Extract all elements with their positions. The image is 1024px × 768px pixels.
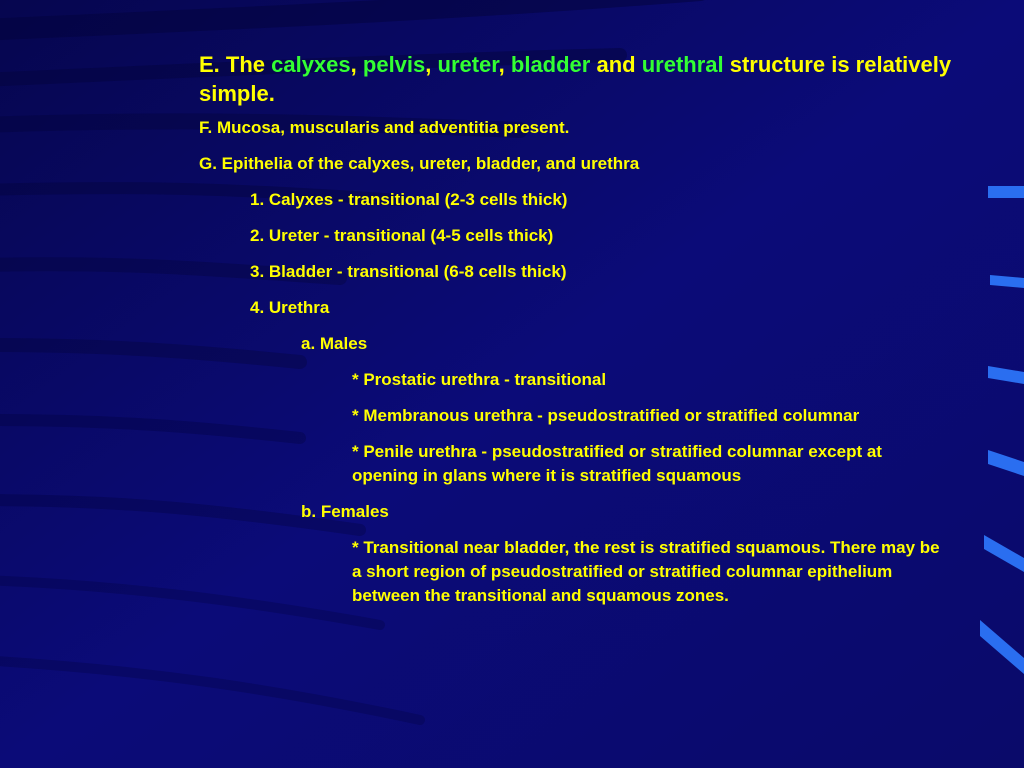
subpoint-males: a. Males (301, 334, 368, 353)
heading-prefix: E. The (199, 52, 272, 77)
term-pelvis: pelvis (362, 52, 426, 77)
heading-separator: , (425, 52, 438, 77)
bullet-female-detail: * Transitional near bladder, the rest is stratified squamous. There may be a short region of pseudostratified or stratified columnar epithelium between the transitional and squamous zones. (352, 538, 940, 605)
point-g1-calyxes: 1. Calyxes - transitional (2-3 cells thick) (250, 190, 568, 209)
heading-separator: , (498, 52, 511, 77)
heading-suffix: structure is relatively simple. (199, 52, 952, 106)
point-f: F. Mucosa, muscularis and adventitia present. (199, 118, 570, 137)
point-g: G. Epithelia of the calyxes, ureter, bladder, and urethra (199, 154, 640, 173)
term-ureter: ureter (437, 52, 499, 77)
slide-heading (199, 50, 969, 108)
bullet-penile: * Penile urethra - pseudostratified or stratified columnar except at opening in glans where it is stratified squamous (352, 442, 882, 485)
bullet-prostatic: * Prostatic urethra - transitional (352, 370, 607, 389)
term-urethral: urethral (641, 52, 724, 77)
point-g4-urethra: 4. Urethra (250, 298, 330, 317)
term-bladder: bladder (510, 52, 591, 77)
term-calyxes: calyxes (271, 52, 351, 77)
heading-conjunction: and (590, 52, 642, 77)
bullet-membranous: * Membranous urethra - pseudostratified or stratified columnar (352, 406, 860, 425)
heading-separator: , (350, 52, 363, 77)
point-g2-ureter: 2. Ureter - transitional (4-5 cells thick) (250, 226, 554, 245)
point-g3-bladder: 3. Bladder - transitional (6-8 cells thick) (250, 262, 567, 281)
subpoint-females: b. Females (301, 502, 389, 521)
slide-content (199, 50, 969, 620)
